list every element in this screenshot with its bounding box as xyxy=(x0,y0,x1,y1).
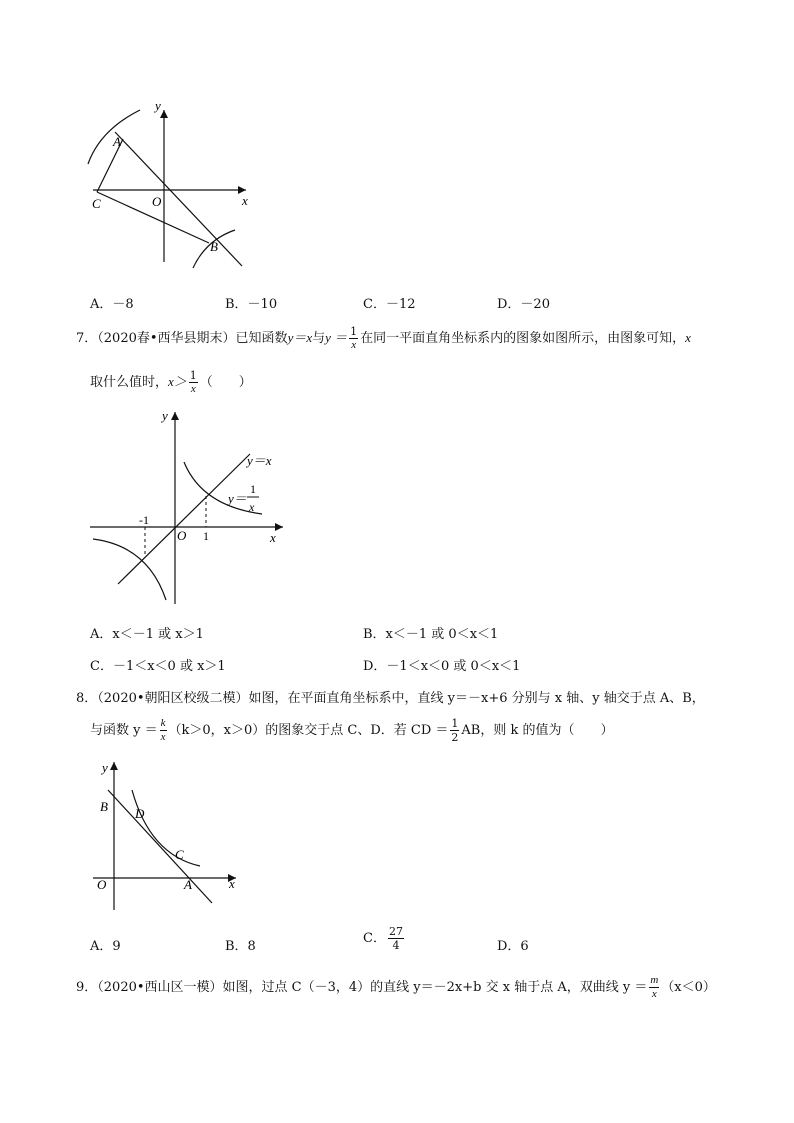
q7-option-a[interactable]: A．x＜－1 或 x＞1 xyxy=(90,627,204,642)
q8-label-D: D xyxy=(135,806,145,821)
q8-option-c-fraction: $\frac{27}{4}$ xyxy=(388,925,403,952)
q7-label-y: y xyxy=(162,408,168,423)
q7-label-curve-num: 1 xyxy=(250,482,256,496)
q8-source: （2020•朝阳区校级二模） xyxy=(97,691,249,706)
q8-option-c[interactable] xyxy=(363,926,406,951)
q6-label-B: B xyxy=(210,239,218,254)
q7-number: 7． xyxy=(76,331,98,346)
q8-stem-text2a: 与函数 y ＝ xyxy=(90,723,158,738)
q8-option-c-label: C． xyxy=(363,931,386,946)
q7-ineq-fraction: $\frac{1}{x}$ xyxy=(189,369,197,395)
q7-label-neg1: -1 xyxy=(139,513,149,527)
q7-label-1: 1 xyxy=(203,529,209,543)
q7-stem-text2: 在同一平面直角坐标系内的图象如图所示，由图象可知， xyxy=(360,331,686,346)
q9-stem-text1: 如图，过点 C（－3，4）的直线 y＝－2x+b 交 x 轴于点 A，双曲线 y ＝ xyxy=(222,980,648,995)
q8-half-fraction: $\frac{1}{2}$ xyxy=(451,717,459,744)
q7-label-line: y＝x xyxy=(247,453,272,468)
q7-source: （2020春•西华县期末） xyxy=(97,331,236,346)
q7-label-curve-y: y＝ xyxy=(228,491,247,506)
q7-option-d[interactable]: D．－1＜x＜0 或 0＜x＜1 xyxy=(363,659,521,674)
q9-number: 9． xyxy=(76,980,98,995)
q7-conj: 与 xyxy=(312,331,326,346)
q7-label-O: O xyxy=(177,528,187,543)
q7-fraction: $\frac{1}{x}$ xyxy=(350,325,358,351)
q7-x-tail: x xyxy=(685,330,691,345)
q6-label-C: C xyxy=(92,196,101,211)
q9-m-fraction: $\frac{m}{x}$ xyxy=(650,974,659,1000)
q8-stem-text1: 如图，在平面直角坐标系中，直线 y＝－x+6 分别与 x 轴、y 轴交于点 A、B， xyxy=(248,691,705,706)
q6-option-a[interactable]: A．－8 xyxy=(90,297,134,312)
q9-stem-text2: （x＜0） xyxy=(661,980,716,995)
q7-answer-paren: （ ） xyxy=(199,375,252,390)
q9-source: （2020•西山区一模） xyxy=(97,980,223,995)
q8-label-C: C xyxy=(175,847,184,862)
q8-k-fraction: $\frac{k}{x}$ xyxy=(160,717,166,743)
q8-label-A: A xyxy=(184,877,192,892)
q6-option-c[interactable]: C．－12 xyxy=(363,297,416,312)
q8-stem-text2b: （k＞0，x＞0）的图象交于点 C、D．若 CD ＝ xyxy=(168,723,449,738)
q6-label-y: y xyxy=(155,98,161,113)
q7-function-1: y＝x xyxy=(287,330,313,345)
q7-option-c[interactable]: C．－1＜x＜0 或 x＞1 xyxy=(90,659,226,674)
q8-stem-text2c: AB，则 k 的值为（ ） xyxy=(461,723,614,738)
q6-label-x: x xyxy=(242,193,248,208)
q8-label-x: x xyxy=(229,876,235,891)
q8-option-d[interactable]: D．6 xyxy=(497,939,529,954)
q6-option-b[interactable]: B．－10 xyxy=(225,297,278,312)
q7-label-curve-den: x xyxy=(249,500,255,514)
q7-option-b[interactable]: B．x＜－1 或 0＜x＜1 xyxy=(363,627,499,642)
q8-option-b[interactable]: B．8 xyxy=(225,939,256,954)
q6-label-A: A xyxy=(113,134,121,149)
q6-option-d[interactable]: D．－20 xyxy=(497,297,550,312)
q7-stem-text1: 已知函数 xyxy=(235,331,288,346)
q8-label-y: y xyxy=(102,760,108,775)
q6-label-O: O xyxy=(152,194,162,209)
q7-inequality: x＞ xyxy=(168,374,187,389)
q8-label-B: B xyxy=(100,799,108,814)
q8-label-O: O xyxy=(97,877,107,892)
q7-stem-text3: 取什么值时， xyxy=(90,375,169,390)
q8-number: 8． xyxy=(76,691,98,706)
q7-label-x: x xyxy=(270,530,276,545)
q7-y-eq: y ＝ xyxy=(325,330,348,345)
q8-option-a[interactable]: A．9 xyxy=(90,939,121,954)
q9-stem-line1 xyxy=(76,975,716,1000)
